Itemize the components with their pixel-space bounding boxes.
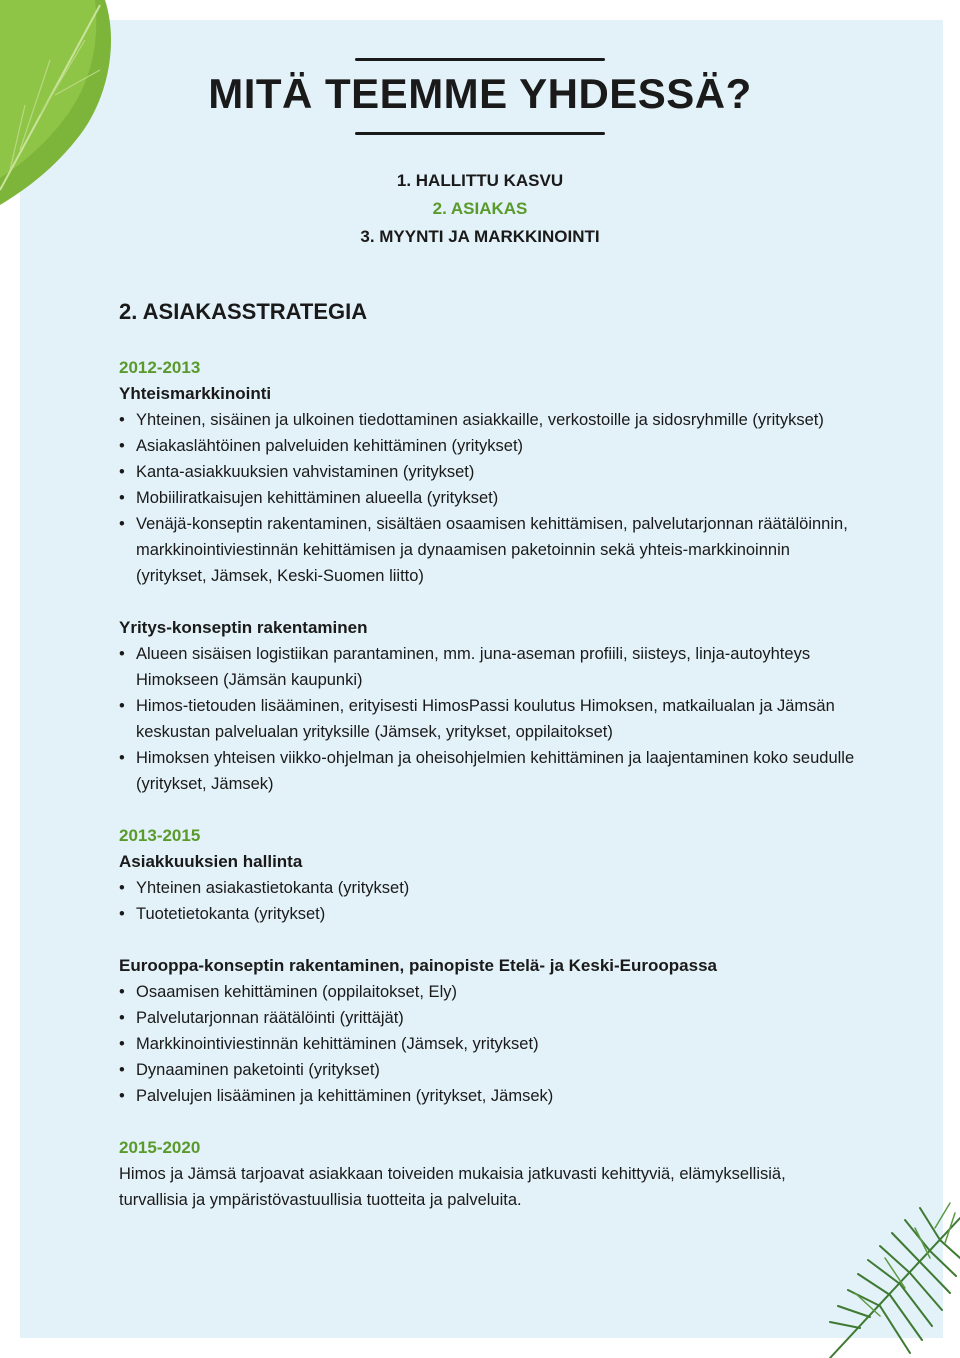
toc-item-3: 3. MYYNTI JA MARKKINOINTI xyxy=(360,227,600,246)
spacer xyxy=(119,1109,859,1135)
spacer xyxy=(119,797,859,823)
section-heading: 2. ASIAKASSTRATEGIA xyxy=(119,299,368,324)
list-item: • Dynaaminen paketointi (yritykset) xyxy=(119,1057,859,1083)
strategy-content xyxy=(119,297,859,1213)
vision-paragraph: Himos ja Jämsä tarjoavat asiakkaan toiveiden mukaisia jatkuvasti kehittyviä, elämyksellisiä, turvallisia ja ympäristövastuullisia tuotteita ja palveluita. xyxy=(119,1165,786,1209)
list-item: • Palvelutarjonnan räätälöinti (yrittäjät) xyxy=(119,1005,859,1031)
list-item: • Palvelujen lisääminen ja kehittäminen (yritykset, Jämsek) xyxy=(119,1083,859,1109)
pine-branch-icon xyxy=(810,1198,960,1358)
subheading-yritys-konsepti: Yritys-konseptin rakentaminen xyxy=(119,618,368,637)
bullet-list xyxy=(119,641,859,797)
list-item: • Venäjä-konseptin rakentaminen, sisältäen osaamisen kehittämisen, palvelutarjonnan räätälöinnin, markkinointiviestinnän kehittämisen ja dynaamisen paketoinnin sekä yhteis-markkinoinnin (yritykset, Jämsek, Keski-Suomen liitto) xyxy=(119,511,859,589)
list-item: • Asiakaslähtöinen palveluiden kehittäminen (yritykset) xyxy=(119,433,859,459)
spacer xyxy=(119,927,859,953)
list-item: • Mobiiliratkaisujen kehittäminen alueella (yritykset) xyxy=(119,485,859,511)
year-heading-2012-2013: 2012-2013 xyxy=(119,358,201,377)
bullet-list xyxy=(119,979,859,1109)
list-item: • Tuotetietokanta (yritykset) xyxy=(119,901,859,927)
title-top-rule xyxy=(355,58,605,61)
subheading-asiakkuuksien-hallinta: Asiakkuuksien hallinta xyxy=(119,852,303,871)
list-item: • Himoksen yhteisen viikko-ohjelman ja oheisohjelmien kehittäminen ja laajentaminen koko seudulle (yritykset, Jämsek) xyxy=(119,745,859,797)
list-item: • Osaamisen kehittäminen (oppilaitokset, Ely) xyxy=(119,979,859,1005)
toc-item-1: 1. HALLITTU KASVU xyxy=(396,171,564,190)
page-title: MITÄ TEEMME YHDESSÄ? xyxy=(208,70,752,117)
year-heading-2013-2015: 2013-2015 xyxy=(119,826,201,845)
list-item: • Markkinointiviestinnän kehittäminen (Jämsek, yritykset) xyxy=(119,1031,859,1057)
list-item: • Yhteinen, sisäinen ja ulkoinen tiedottaminen asiakkaille, verkostoille ja sidosryhmille (yritykset) xyxy=(119,407,859,433)
toc-item-2: 2. ASIAKAS xyxy=(432,199,528,218)
subheading-eurooppa-konsepti: Eurooppa-konseptin rakentaminen, painopiste Etelä- ja Keski-Euroopassa xyxy=(119,956,717,975)
list-item: • Kanta-asiakkuuksien vahvistaminen (yritykset) xyxy=(119,459,859,485)
bullet-list xyxy=(119,875,859,927)
list-item: • Alueen sisäisen logistiikan parantaminen, mm. juna-aseman profiili, siisteys, linja-autoyhteys Himokseen (Jämsän kaupunki) xyxy=(119,641,859,693)
subheading-yhteismarkkinointi: Yhteismarkkinointi xyxy=(119,384,272,403)
bullet-list xyxy=(119,407,859,589)
list-item: • Yhteinen asiakastietokanta (yritykset) xyxy=(119,875,859,901)
spacer xyxy=(119,589,859,615)
year-heading-2015-2020: 2015-2020 xyxy=(119,1138,201,1157)
title-bottom-rule xyxy=(355,132,605,135)
list-item: • Himos-tietouden lisääminen, erityisesti HimosPassi koulutus Himoksen, matkailualan ja Jämsän keskustan palvelualan yrityksille (Jämsek, yritykset, oppilaitokset) xyxy=(119,693,859,745)
